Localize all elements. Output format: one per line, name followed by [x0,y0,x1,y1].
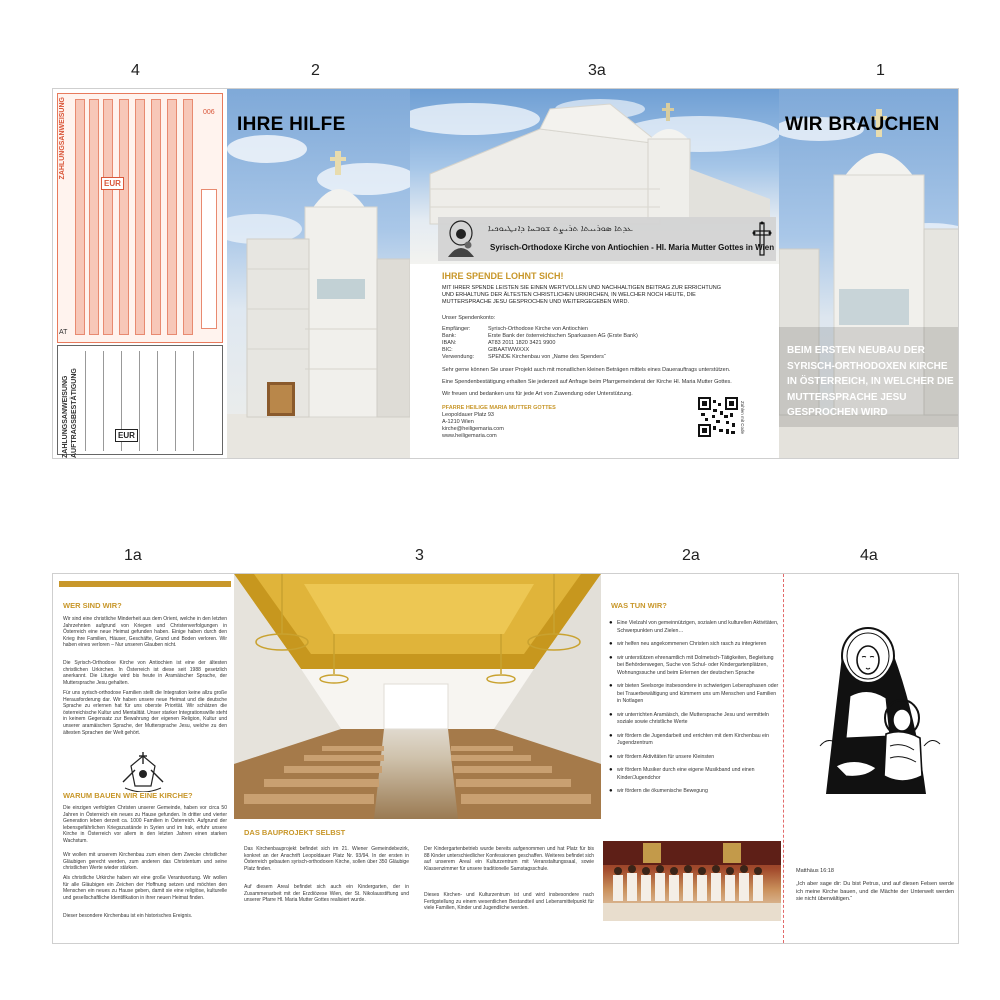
church-exterior-illustration [227,89,410,458]
orthodox-cross-icon [752,221,772,257]
gold-accent-bar [59,581,231,587]
warum-para-1: Die einzigen verfolgten Christen unserer Gemeinde, haben vor circa 50 Jahren in Österreich ein neues zu Hause gefunden. In dritter und vierter Generation leben derzeit ca. 1000 Familien in Österreich. Aufgrund der lebensgefährlichen Kriegszustände in Syrien und im Irak, erfuhr unsere Kirche in Österreich vor allem in den letzten Jahren einen starken Wachstum. [63,805,227,844]
warum-para-4: Dieser besondere Kirchenbau ist ein historisches Ereignis. [63,913,193,919]
wer-para-3: Für uns syrisch-orthodoxe Familien stellt die Integration keine allzu große Herausforderung dar. Wir haben unsere neue Heimat und die deutsche Sprache zu erlernen hat für uns oberste Priorität. Wir schätzen die österreichische Kultur und Mentalität. Unser starker Integrationswille steht in keinem Gegensatz zur Bewahrung der eigenen Religion, Kultur und unserer aramäischen Sprache, der Muttersprache Jesu, welche zu den ältesten Sprachen der Welt gehört. [63,690,227,736]
payment-slip-title: ZAHLUNGSANWEISUNG [59,97,66,180]
slip-code: 006 [203,109,215,116]
spende-intro: MIT IHRER SPENDE LEISTEN SIE EINEN WERTVOLLEN UND NACHHALTIGEN BEITRAG ZUR ERRICHTUNG UND ERHALTUNG DER ÄLTESTEN CHRISTLICHEN URKIRCHEN, IN WELCHER NOCH HEUTE, DIE MUTTERSPRACHE JESU GESPROCHEN UND WEITERGEGEBEN WIRD. [442,285,722,305]
account-label: Unser Spendenkonto: [442,315,496,321]
list-item: ● wir fördern Musiker durch eine eigene Musikband und einen Kinder/Jugendchor [609,767,779,782]
activities-list [609,620,779,802]
payment-slip-panel [53,89,227,458]
spende-p2: Eine Spendenbestätigung erhalten Sie jederzeit auf Anfrage beim Pfarrgemeinderat der Kirche Hl. Maria Mutter Gottes. [442,379,732,385]
neubau-text: BEIM ERSTEN NEUBAU DER SYRISCH-ORTHODOXEN KIRCHE IN ÖSTERREICH, IN WELCHER DIE MUTTERSPRACHE JESU GESPROCHEN WIRD [787,345,954,418]
panel-label-3a: 3a [588,62,606,79]
slip-field [75,99,85,335]
bauprojekt-col2-a: Der Kindergartenbetrieb wurde bereits aufgenommen und hat Platz für bis 88 Kinder unterschiedlicher Konfessionen geschaffen. Weiteres befindet sich auf unserem Areal ein Kulturzentrum mit Veranstaltungssaal, sowie Klassenzimmer für unsere traditionelle Samstagsschule. [424,846,594,872]
slip-line [85,351,86,451]
panel-wer-sind-wir [53,574,234,943]
heading-was-tun-wir: WAS TUN WIR? [611,601,667,610]
brochure-inside-sheet [52,573,959,944]
heading-spende: IHRE SPENDE LOHNT SICH! [442,271,564,281]
choir-photo [603,841,781,921]
panel-spende [410,89,779,458]
bauprojekt-col1-a: Das Kirchenbauprojekt befindet sich im 21. Wiener Gemeindebezirk, konkret an der Anschrift Leopoldauer Platz Nr. 93/94. In der ersten in Österreich gebauten syrisch-orthodoxen Kirche, sollen über 350 Gläubige Platz finden. [244,846,409,872]
slip-field [183,99,193,335]
list-item: ● wir fördern Aktivitäten für unsere Kleinsten [609,754,779,762]
slip-field [135,99,145,335]
panel-bauprojekt [234,574,601,943]
slip-line [175,351,176,451]
account-details: Empfänger: Syrisch-Orthodoxe Kirche von Antiochien Bank: Erste Bank der österreichischen Sparkassen AG (Erste Bank) IBAN: AT83 2011 1820 3421 9900 BIC: GIBAATWWXXX Verwendung: SPENDE Kirchenbau von „Name des Spenders“ [442,326,638,360]
heading-wir-brauchen: WIR BRAUCHEN [785,114,940,135]
panel-label-4: 4 [131,62,140,79]
slip-line [139,351,140,451]
confirmation-currency: EUR [115,429,138,442]
panel-label-1: 1 [876,62,885,79]
list-item: ● wir helfen neu angekommenen Christen sich rasch zu integrieren [609,641,779,649]
list-item: ● wir bieten Seelsorge insbesondere in schwierigen Lebensphasen oder bei Trauerbewältigung und kümmern uns um Menschen und Familien in Notlagen [609,683,779,706]
warum-para-2: Wir wollen mit unserem Kirchenbau zum einen dem Zwecke christlicher Gläubigen gerecht werden, zum anderen das Christentum und seine christlichen Werte wieder stärken. [63,852,227,872]
slip-line [103,351,104,451]
church-name: Syrisch-Orthodoxe Kirche von Antiochien - Hl. Maria Mutter Gottes in Wien [490,243,775,252]
slip-field [103,99,113,335]
panel-bibelzitat [783,574,959,943]
panel-label-4a: 4a [860,547,878,564]
slip-field [89,99,99,335]
spende-p1: Sehr gerne können Sie unser Projekt auch mit monatlichen kleinen Beträgen mittels eines Dauerauftrags unterstützen. [442,367,731,373]
panel-label-1a: 1a [124,547,142,564]
panel-ihre-hilfe [227,89,410,458]
brochure-outside-sheet [52,88,959,459]
parish-address: PFARRE HEILIGE MARIA MUTTER GOTTES Leopoldauer Platz 93 A-1210 Wien kirche@heiligemaria.com www.heiligemaria.com [442,405,556,439]
payment-slip-confirmation [57,345,223,455]
panel-label-2a: 2a [682,547,700,564]
slip-field [167,99,177,335]
panel-was-tun-wir [601,574,783,943]
panel-wir-brauchen [779,89,959,458]
qr-caption: Zahlen mit Code [740,401,745,435]
slip-signature-field [201,189,217,329]
list-item: ● wir fördern die Jugendarbeit und errichten mit dem Kirchenbau ein Jugendzentrum [609,733,779,748]
bauprojekt-col1-b: Auf diesem Areal befindet sich auch ein Kindergarten, der in Zusammenarbeit mit der Erzdiözese Wien, der St. Nikolausstiftung und unserer Pfarre Hl. Maria Mutter Gottes realisiert wurde. [244,884,409,904]
list-item: ● wir unterstützen ehrenamtlich mit Dolmetsch-Tätigkeiten, Begleitung bei Behördenwegen, Suche von Schul- oder Kindergartenplätzen, Wohnungssuche und beim Erlernen der deutschen Sprache [609,655,779,678]
panel-label-2: 2 [311,62,320,79]
church-coat-of-arms-icon [115,752,171,792]
bible-quote: „Ich aber sage dir: Du bist Petrus, und auf diesen Felsen werde ich meine Kirche bauen, und die Mächte der Unterwelt werden sie nicht überwältigen.“ [796,881,954,902]
list-item: ● wir unterrichten Aramäisch, die Muttersprache Jesu und vermitteln soziale sowie christliche Werte [609,712,779,727]
heading-warum-kirche: WARUM BAUEN WIR EINE KIRCHE? [63,791,193,800]
wer-para-2: Die Syrisch-Orthodoxe Kirche von Antiochien ist eine der ältesten christlichen Urkirchen. In Österreich ist diese seit 1988 gesetzlich anerkannt. Die Liturgie wird bis heute in Aramäischer Sprache, der Muttersprache Jesu gehalten. [63,660,227,686]
qr-code-icon[interactable] [698,397,738,437]
church-interior-rendering [234,574,601,819]
heading-bauprojekt: DAS BAUPROJEKT SELBST [244,828,346,837]
slip-currency: EUR [101,177,124,190]
heading-wer-sind-wir: WER SIND WIR? [63,601,122,610]
slip-line [157,351,158,451]
slip-line [193,351,194,451]
syriac-inscription: ܥܕܬܐ ܣܘܪܝܝܬܐ ܬܪܝܨܬ ܫܘܒܚܐ ܕܐܢܛܝܘܟܝܐ [488,223,633,233]
panel-label-3: 3 [415,547,424,564]
wer-para-1: Wir sind eine christliche Minderheit aus dem Orient, welche in den letzten Jahrzehnten aufgrund von Kriegen und Christenverfolgungen in Österreich eine neue Heimat gefunden haben. Einige haben durch den Krieg ihre Familien, Häuser, Geschäfte, Grund und Boden verloren. Wir haben eines verloren – Nur unseren Glauben nicht. [63,616,227,649]
heading-ihre-hilfe: IHRE HILFE [237,114,346,135]
slip-country: AT [59,329,68,336]
madonna-icon [442,219,480,259]
bauprojekt-col2-b: Dieses Kirchen- und Kulturzentrum ist und wird insbesondere nach Fertigstellung zu einem wesentlichen Bestandteil und Lebensmittelpunkt für viele Familien, Kinder und Jugendliche werden. [424,892,594,912]
church-caption-bar [438,217,776,261]
spende-p3: Wir freuen und bedanken uns für jede Art von Zuwendung oder Unterstützung. [442,391,633,397]
madonna-and-child-icon [806,626,946,796]
list-item: ● wir fördern die ökumenische Bewegung [609,788,779,796]
list-item: ● Eine Vielzahl von gemeinnützigen, sozialen und kulturellen Aktivitäten, Schwerpunkten und Zielen… [609,620,779,635]
confirmation-title: ZAHLUNGSANWEISUNG AUFTRAGSBESTÄTIGUNG [62,368,78,458]
warum-para-3: Als christliche Urkirche haben wir eine große Verantwortung. Wir wollen für alle Gläubigen ein Zeichen der Hoffnung setzen und möchten den Menschen ein neues zu Hause geben, damit sie eine religiöse, kulturelle und gesellschaftliche Identifikation in ihrer neuen Heimat finden. [63,875,227,901]
slip-field [151,99,161,335]
slip-field [119,99,129,335]
bible-reference: Matthäus 16:18 [796,868,834,874]
